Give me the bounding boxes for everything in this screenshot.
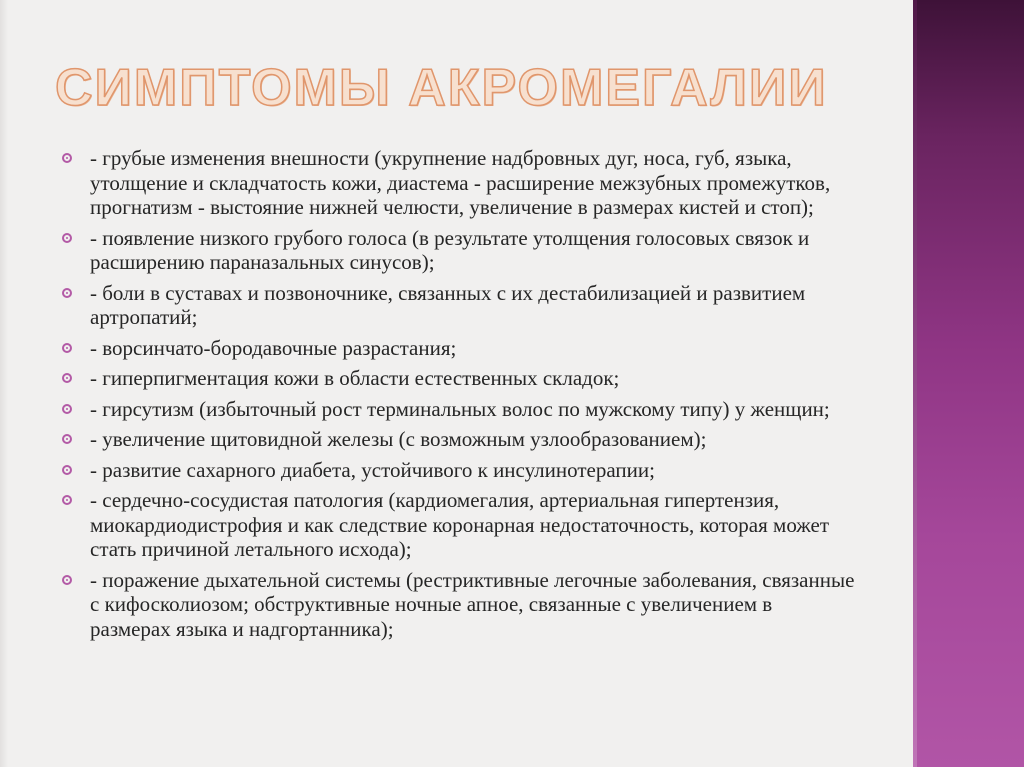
list-item-text: - развитие сахарного диабета, устойчивого к инсулинотерапии;: [90, 457, 655, 482]
symptom-list: [58, 146, 858, 647]
bullet-icon: [62, 343, 72, 353]
list-item: [58, 281, 858, 330]
list-item-text: - гиперпигментация кожи в области естественных складок;: [90, 366, 620, 390]
bullet-icon: [62, 153, 72, 163]
bullet-icon: [62, 575, 72, 585]
list-item: [58, 146, 858, 220]
list-item-text: - появление низкого грубого голоса (в результате утолщения голосовых связок и расширению параназальных синусов);: [90, 225, 810, 274]
bullet-icon: [62, 233, 72, 243]
list-item: [58, 458, 858, 483]
list-item-text: - сердечно-сосудистая патология (кардиомегалия, артериальная гипертензия, миокардиодистрофия и как следствие коронарная недостаточность, которая может стать причиной летального исхода);: [90, 488, 830, 561]
bullet-icon: [62, 373, 72, 383]
list-item-text: - увеличение щитовидной железы (с возможным узлообразованием);: [90, 427, 707, 451]
bullet-icon: [62, 434, 72, 444]
list-item: [58, 568, 858, 642]
slide-title: СИМПТОМЫ АКРОМЕГАЛИИ: [55, 59, 828, 117]
list-item: [58, 336, 858, 361]
side-panel-edge: [913, 0, 917, 767]
bullet-icon: [62, 288, 72, 298]
left-edge-shadow: [0, 0, 8, 767]
list-item-text: - ворсинчато-бородавочные разрастания;: [90, 335, 457, 360]
list-item-text: - поражение дыхательной системы (рестриктивные легочные заболевания, связанные с кифосколиозом; обструктивные ночные апное, связанные с увеличением в размерах языка и надгортанника);: [90, 567, 855, 641]
bullet-icon: [62, 404, 72, 414]
list-item-text: - грубые изменения внешности (укрупнение надбровных дуг, носа, губ, языка, утолщение и складчатость кожи, диастема - расширение межзубных промежутков, прогнатизм - выстояние нижней челюсти, увеличение в размерах кистей и стоп);: [90, 146, 831, 219]
bullet-icon: [62, 495, 72, 505]
list-item-text: - гирсутизм (избыточный рост терминальных волос по мужскому типу) у женщин;: [90, 396, 830, 421]
bullet-icon: [62, 465, 72, 475]
list-item: [58, 366, 858, 391]
list-item: [58, 427, 858, 452]
list-item: [58, 226, 858, 275]
list-item: [58, 397, 858, 422]
list-item: [58, 488, 858, 562]
decorative-side-panel: [913, 0, 1024, 767]
list-item-text: - боли в суставах и позвоночнике, связанных с их дестабилизацией и развитием артропатий;: [90, 280, 806, 329]
